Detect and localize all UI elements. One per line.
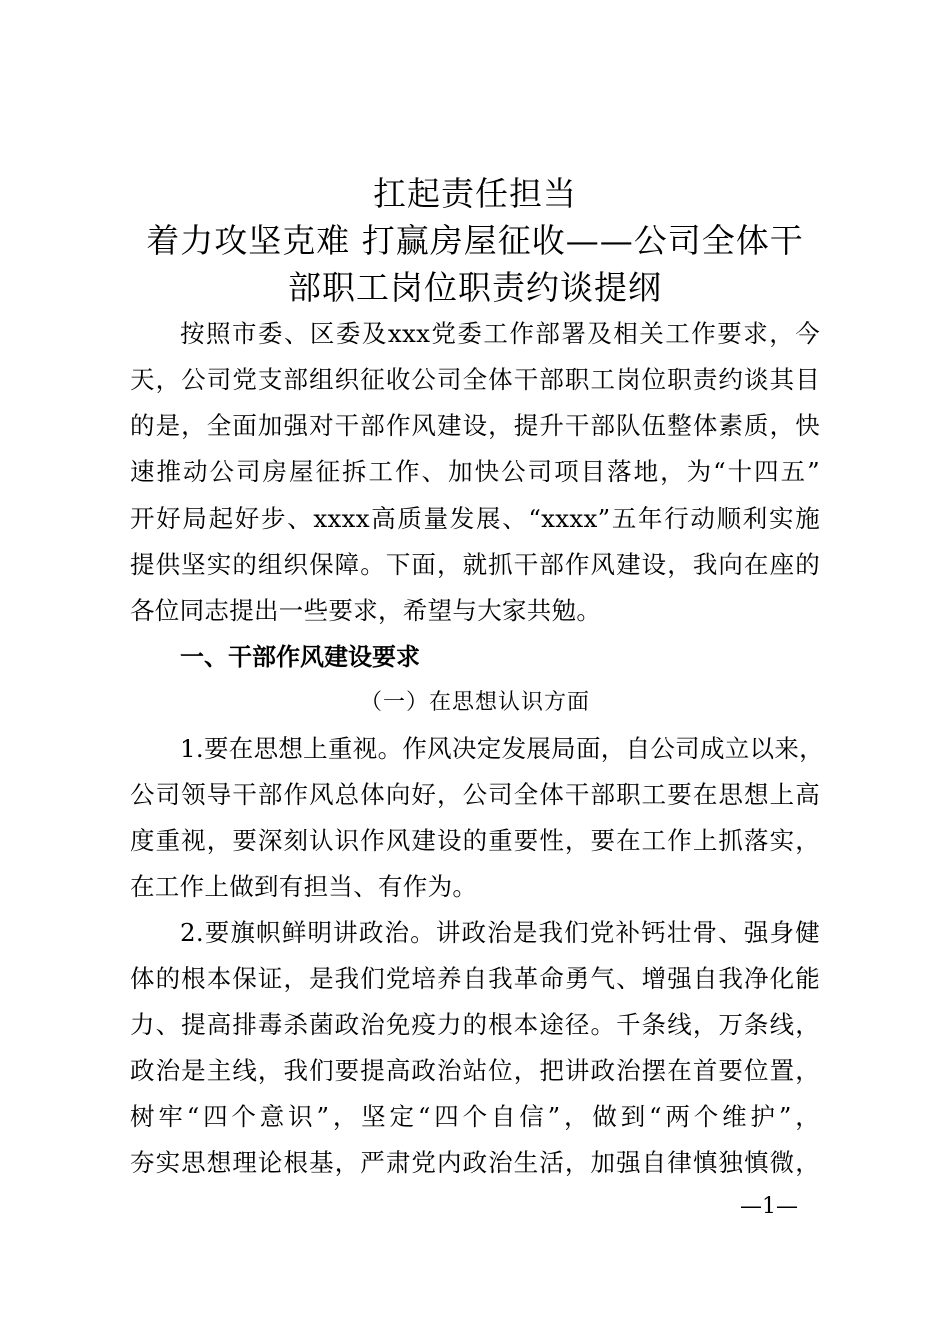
intro-line-2: 天，公司党支部组织征收公司全体干部职工岗位职责约谈其目 xyxy=(130,365,820,394)
subsection-heading: （一）在思想认识方面 xyxy=(359,690,590,715)
item2-line-6: 夯实思想理论根基，严肃党内政治生活，加强自律慎独慎微， xyxy=(130,1148,820,1177)
item2-line-3: 力、提高排毒杀菌政治免疫力的根本途径。千条线，万条线， xyxy=(130,1010,820,1039)
intro-line-6: 提供坚实的组织保障。下面，就抓干部作风建设，我向在座的 xyxy=(130,550,820,579)
item1-line-3: 度重视，要深刻认识作风建设的重要性，要在工作上抓落实， xyxy=(130,826,820,855)
document-title-line-3: 部职工岗位职责约谈提纲 xyxy=(288,268,662,307)
item2-line-1: 2.要旗帜鲜明讲政治。讲政治是我们党补钙壮骨、强身健 xyxy=(180,918,820,947)
item1-line-1: 1.要在思想上重视。作风决定发展局面，自公司成立以来， xyxy=(180,734,824,763)
intro-line-4: 速推动公司房屋征拆工作、加快公司项目落地，为“十四五” xyxy=(130,457,820,486)
item2-line-2: 体的根本保证，是我们党培养自我革命勇气、增强自我净化能 xyxy=(130,964,820,993)
document-title-line-2: 着力攻坚克难 打赢房屋征收——公司全体干 xyxy=(146,221,804,260)
item2-line-4: 政治是主线，我们要提高政治站位，把讲政治摆在首要位置， xyxy=(130,1056,820,1085)
intro-line-5: 开好局起好步、xxxx高质量发展、“xxxx”五年行动顺利实施 xyxy=(130,504,820,533)
item1-line-2: 公司领导干部作风总体向好，公司全体干部职工要在思想上高 xyxy=(130,780,820,809)
document-title-line-1: 扛起责任担当 xyxy=(373,174,577,213)
item1-line-4: 在工作上做到有担当、有作为。 xyxy=(130,872,478,901)
section-heading: 一、干部作风建设要求 xyxy=(180,643,420,671)
item2-line-5: 树牢“四个意识”，坚定“四个自信”，做到“两个维护”， xyxy=(130,1102,820,1131)
page-number: —1— xyxy=(740,1194,798,1219)
intro-line-7: 各位同志提出一些要求，希望与大家共勉。 xyxy=(130,596,602,625)
intro-line-3: 的是，全面加强对干部作风建设，提升干部队伍整体素质，快 xyxy=(130,411,820,440)
intro-line-1: 按照市委、区委及xxx党委工作部署及相关工作要求，今 xyxy=(180,319,820,348)
